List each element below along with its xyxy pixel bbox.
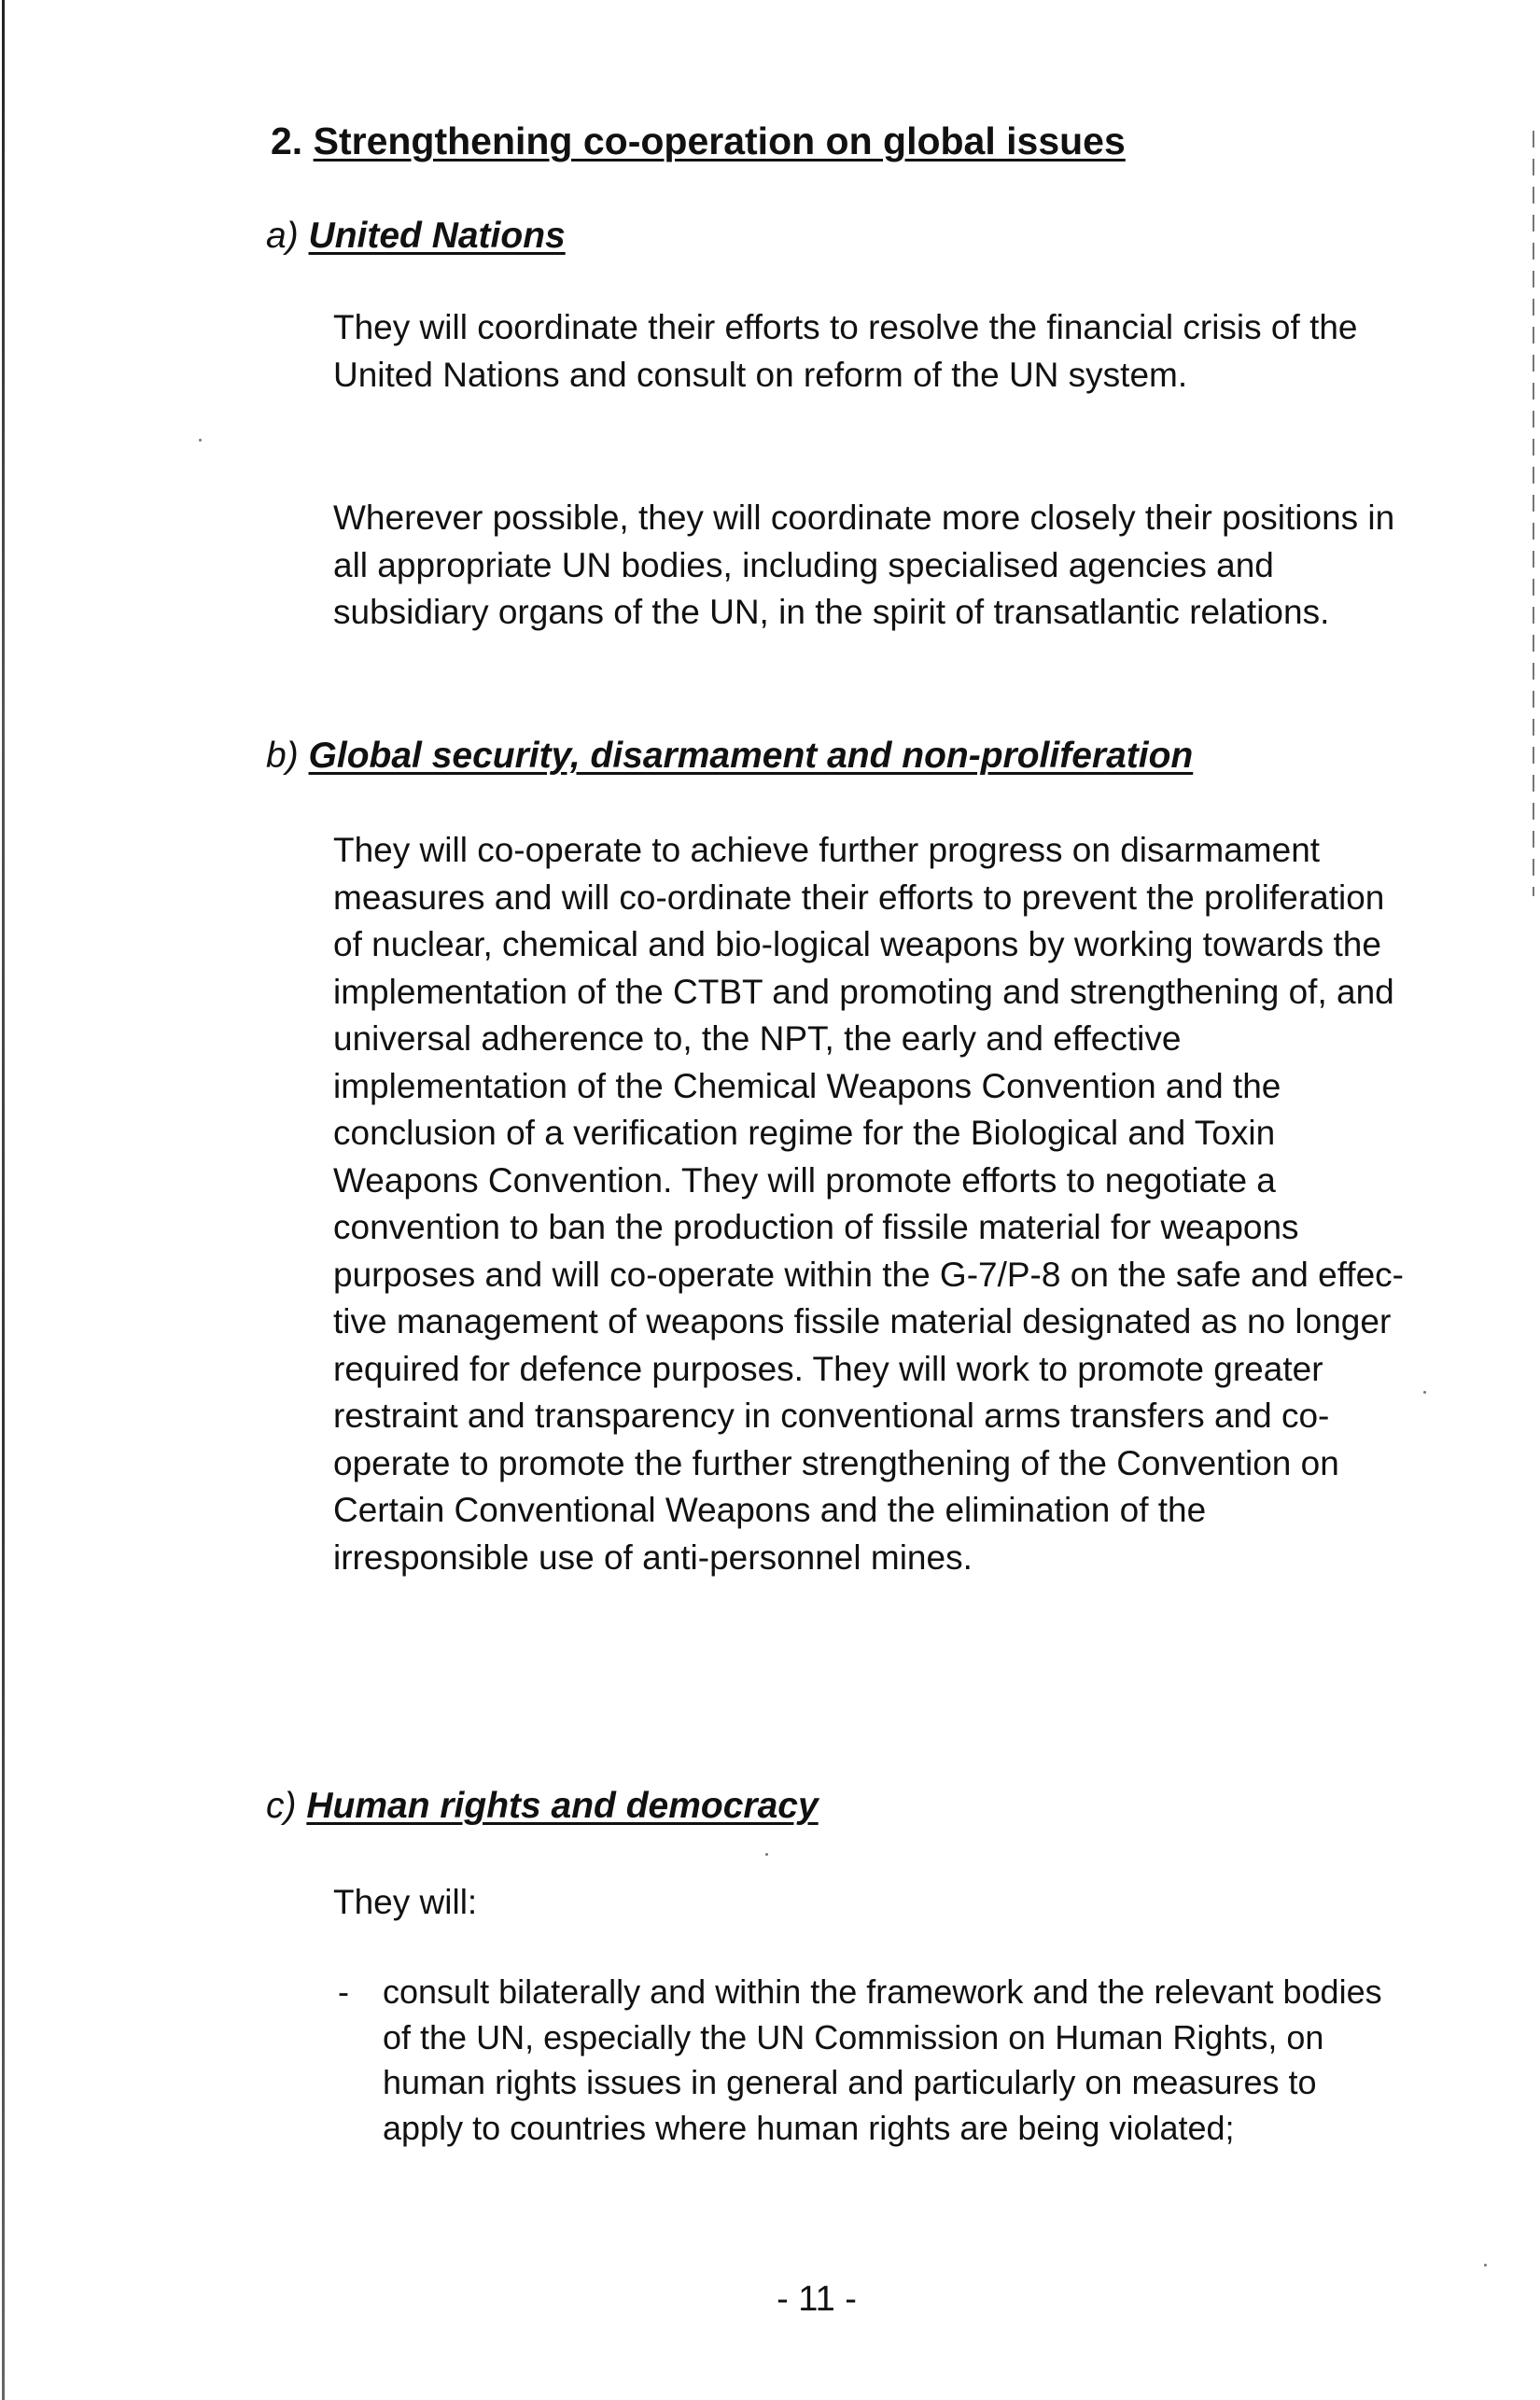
scan-left-edge: [2, 0, 5, 2400]
paragraph: They will coordinate their efforts to resolve the financial crisis of the United Nations and consult on reform of the UN system.: [333, 308, 1358, 394]
subsection-title: Global security, disarmament and non-proliferation: [308, 736, 1194, 776]
scan-right-edge: [1533, 131, 1534, 896]
list-item-text: consult bilaterally and within the framework and the relevant bodies of the UN, especially the UN Commission on Human Rights, on human rights issues in general and particularly on measures to apply to countries where human rights are being violated;: [383, 1972, 1382, 2147]
list-bullet: -: [338, 1972, 349, 2011]
subsection-marker: a): [266, 216, 299, 256]
scan-speck: [1484, 2264, 1487, 2267]
subsection-heading-a: [266, 213, 1479, 260]
paragraph: They will co-operate to achieve further progress on disarmament measures and will co-ordinate their efforts to prevent the proliferation of nuclear, chemical and bio-logical weapons by working towards the implementation of the CTBT and promoting and strengthening of, and universal adherence to, the NPT, the early and effective implementation of the Chemical Weapons Convention and the conclusion of a verification regime for the Biological and Toxin Weapons Convention. They will promote efforts to negotiate a convention to ban the production of fissile material for weapons purposes and will co-operate within the G-7/P-8 on the safe and effec-tive management of weapons fissile material designated as no longer required for defence purposes. They will work to promote greater restraint and transparency in conventional arms transfers and co-operate to promote the further strengthening of the Convention on Certain Conventional Weapons and the elimination of the irresponsible use of anti-personnel mines.: [333, 831, 1404, 1577]
subsection-title: United Nations: [308, 216, 566, 256]
scan-speck: [1423, 1391, 1426, 1394]
section-heading: [271, 118, 1484, 164]
section-number: 2.: [271, 119, 303, 162]
paragraph: Wherever possible, they will coordinate more closely their positions in all appropriate UN bodies, including specialised agencies and subsidiary organs of the UN, in the spirit of transatlantic relations.: [333, 498, 1395, 631]
subsection-heading-b: [266, 733, 1479, 779]
subsection-marker: c): [266, 1786, 297, 1826]
section-title: Strengthening co-operation on global issues: [313, 119, 1126, 162]
scan-speck: [765, 1853, 768, 1856]
paragraph: They will:: [333, 1883, 478, 1921]
subsection-heading-c: [266, 1783, 1479, 1830]
subsection-title: Human rights and democracy: [306, 1786, 819, 1826]
subsection-marker: b): [266, 736, 299, 776]
page-number: - 11 -: [777, 2280, 857, 2319]
scan-speck: [199, 439, 202, 442]
